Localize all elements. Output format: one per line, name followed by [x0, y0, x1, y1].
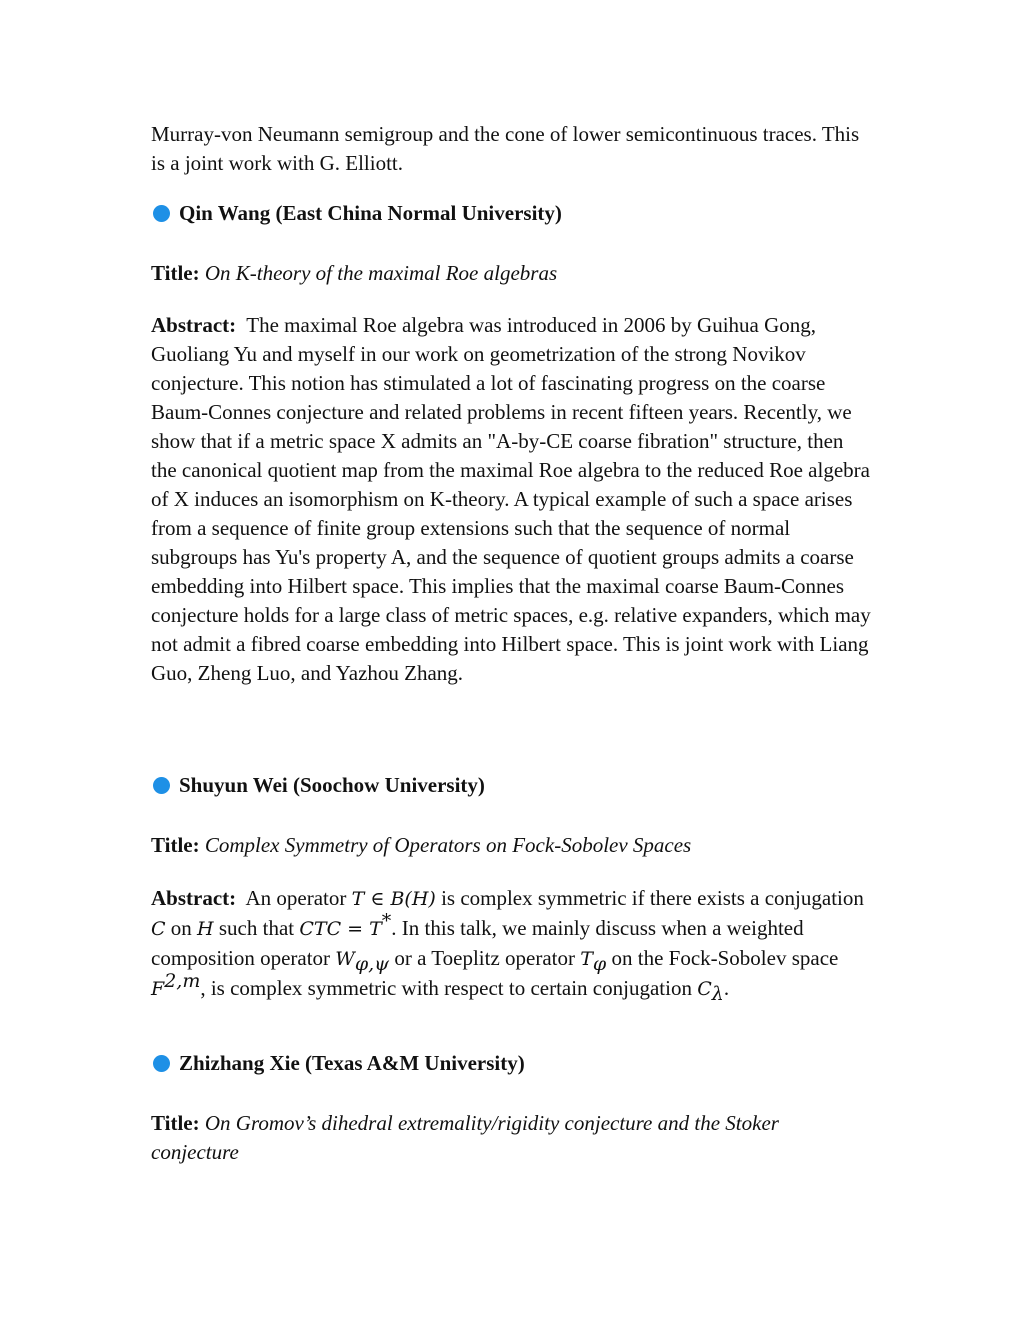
- speaker-heading-shuyun-wei: [153, 771, 485, 800]
- title-label: Title:: [151, 833, 200, 857]
- math-expression: W: [335, 948, 355, 970]
- bullet-icon: [153, 777, 170, 794]
- abstract-label: Abstract:: [151, 886, 237, 910]
- speaker-name: Shuyun Wei (Soochow University): [179, 773, 485, 797]
- title-label: Title:: [151, 261, 200, 285]
- math-superscript: 2,m: [164, 970, 201, 992]
- math-expression: CTC = T: [299, 918, 382, 940]
- abstract-text: The maximal Roe algebra was introduced in 2006 by Guihua Gong, Guoliang Yu and myself in our work on geometrization of the strong Novikov conjecture. This notion has stimulated a lot of fascinating progress on the coarse Baum-Connes conjecture and related problems in recent fifteen years. Recently, we show that if a metric space X admits an "A-by-CE coarse fibration" structure, then the canonical quotient map from the maximal Roe algebra to the reduced Roe algebra of X induces an isomorphism on K-theory. A typical example of such a space arises from a sequence of finite group extensions such that the sequence of normal subgroups has Yu's property A, and the sequence of quotient groups admits a coarse embedding into Hilbert space. This implies that the maximal coarse Baum-Connes conjecture holds for a large class of metric spaces, e.g. relative expanders, which may not admit a fibred coarse embedding into Hilbert space. This is joint work with Liang Guo, Zheng Luo, and Yazhou Zhang.: [151, 313, 871, 685]
- abstract-text-part: An operator: [245, 886, 352, 910]
- abstract-text-part: .: [723, 976, 730, 1000]
- abstract-paragraph: [151, 311, 871, 688]
- talk-title-line: [151, 831, 871, 860]
- math-expression: C: [151, 918, 166, 940]
- math-superscript: *: [381, 910, 392, 932]
- title-label: Title:: [151, 1111, 200, 1135]
- abstract-text-part: . In this talk, we mainly discuss when a weighted composition operator: [151, 916, 804, 970]
- speaker-heading-zhizhang-xie: [153, 1049, 525, 1078]
- math-expression: F: [151, 978, 165, 1000]
- speaker-name: Qin Wang (East China Normal University): [179, 201, 562, 225]
- math-expression: T: [580, 948, 593, 970]
- abstract-text-part: , is complex symmetric with respect to certain conjugation: [200, 976, 698, 1000]
- abstract-text-part: or a Toeplitz operator: [389, 946, 581, 970]
- speaker-heading-qin-wang: [153, 199, 562, 228]
- math-expression: H: [197, 918, 214, 940]
- bullet-icon: [153, 1055, 170, 1072]
- talk-title: On K-theory of the maximal Roe algebras: [204, 261, 558, 285]
- bullet-icon: [153, 205, 170, 222]
- abstract-text-part: such that: [213, 916, 300, 940]
- math-subscript: φ,ψ: [354, 953, 390, 976]
- abstract-text-part: is complex symmetric if there exists a conjugation: [435, 886, 864, 910]
- abstract-paragraph: [151, 884, 871, 1004]
- intro-paragraph: Murray-von Neumann semigroup and the cone of lower semicontinuous traces. This is a joint work with G. Elliott.: [151, 122, 860, 175]
- talk-title: Complex Symmetry of Operators on Fock-Sobolev Spaces: [204, 833, 692, 857]
- math-subscript: λ: [711, 983, 724, 1006]
- talk-title-line: [151, 1109, 871, 1167]
- abstract-label: Abstract:: [151, 313, 237, 337]
- abstract-text-part: on the Fock-Sobolev space: [606, 946, 839, 970]
- math-expression: T ∈ B(H): [351, 888, 436, 910]
- talk-title-line: [151, 259, 871, 288]
- math-subscript: φ: [592, 953, 607, 976]
- talk-title: On Gromov’s dihedral extremality/rigidity conjecture and the Stoker conjecture: [151, 1111, 779, 1164]
- math-expression: C: [697, 978, 712, 1000]
- abstract-text-part: on: [165, 916, 198, 940]
- speaker-name: Zhizhang Xie (Texas A&M University): [179, 1051, 525, 1075]
